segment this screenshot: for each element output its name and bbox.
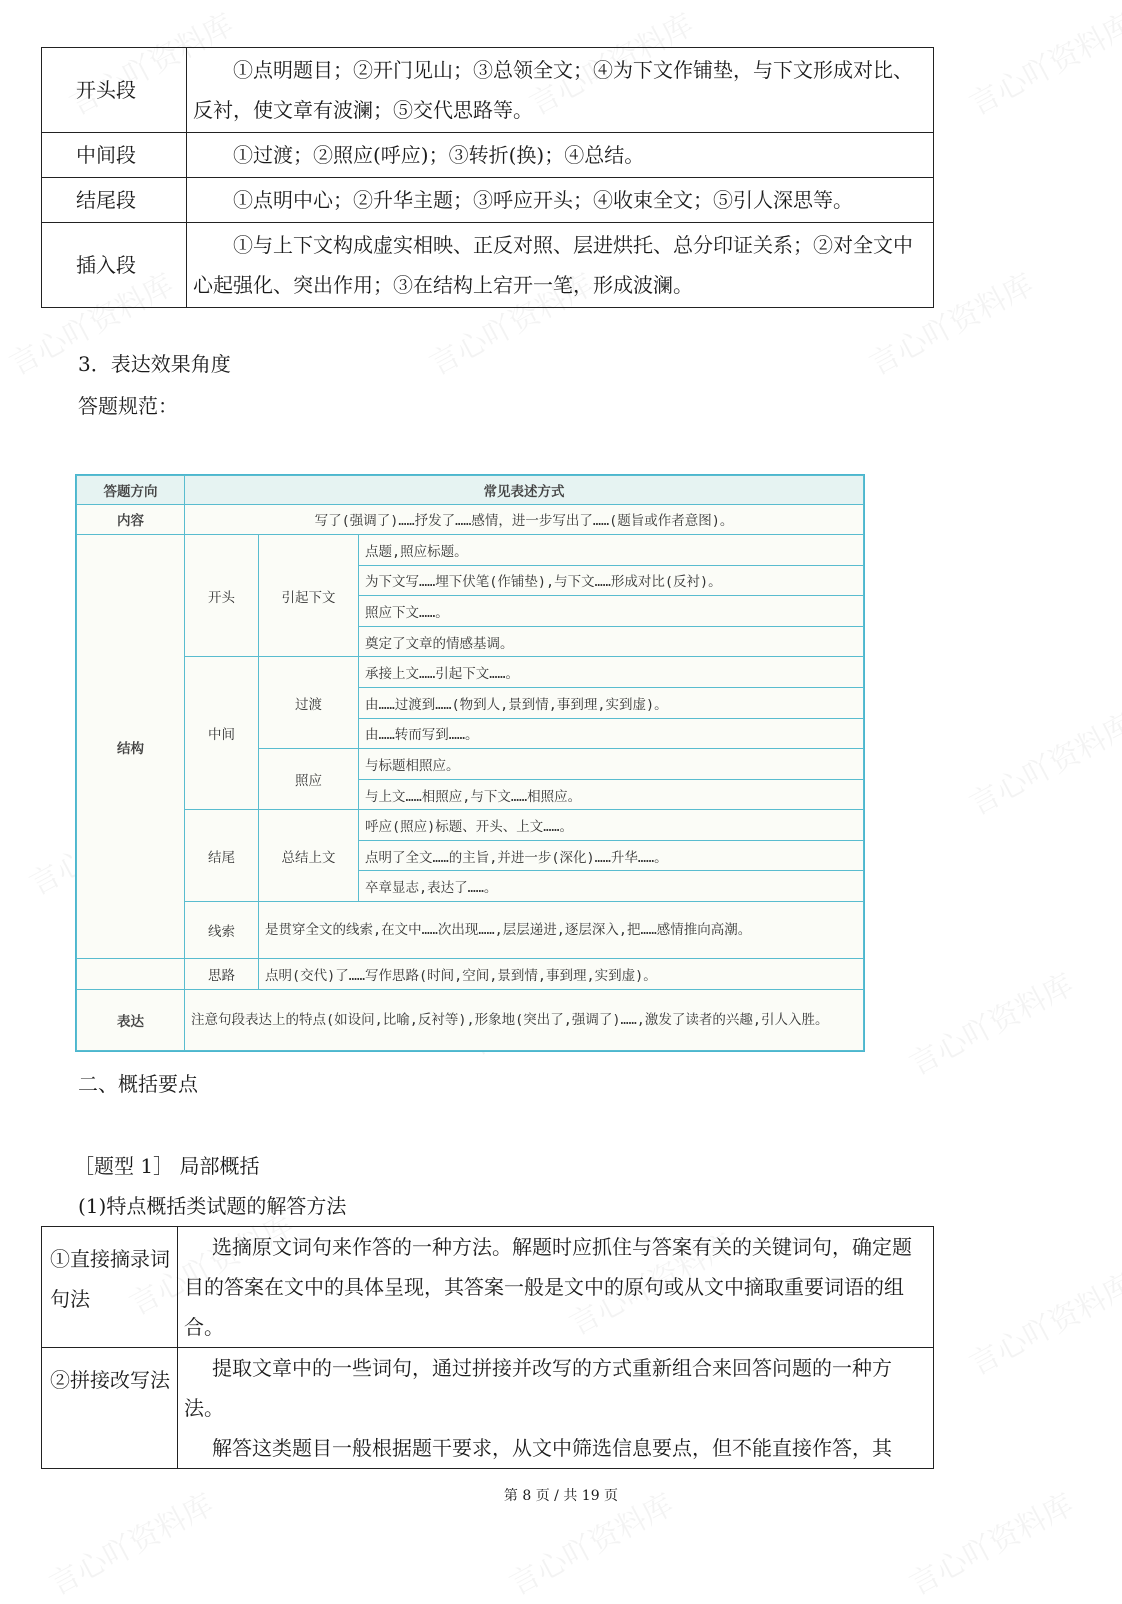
- structure-spacer: [77, 959, 185, 990]
- page-footer: 第 8 页 / 共 19 页: [503, 1488, 619, 1504]
- ending-sub-label: 总结上文: [259, 810, 359, 902]
- table-row: [42, 48, 934, 133]
- table-row: [42, 1227, 934, 1348]
- express-text: 注意句段表达上的特点(如设问,比喻,反衬等),形象地(突出了,强调了)……,激发了读者的兴趣,引人入胜。: [185, 989, 864, 1050]
- table-row: [42, 1348, 934, 1469]
- middle-label: 中间: [185, 657, 259, 810]
- echo-item: 与标题相照应。: [359, 749, 864, 780]
- table-row: [42, 178, 934, 223]
- table-row: [42, 223, 934, 308]
- watermark: [960, 1260, 1122, 1383]
- section-3-title: 3．表达效果角度: [78, 352, 231, 376]
- summary-method-table: [41, 1226, 934, 1469]
- method-paragraph: 提取文章中的一些词句，通过拼接并改写的方式重新组合来回答问题的一种方法。: [184, 1356, 892, 1420]
- method-name: ②拼接改写法: [42, 1348, 178, 1469]
- structure-label: 结构: [77, 535, 185, 959]
- watermark: [900, 960, 1080, 1083]
- opening-sub-label: 引起下文: [259, 535, 359, 657]
- expression-effect-table-image: [75, 474, 865, 1052]
- ending-item: 点明了全文……的主旨,并进一步(深化)……升华……。: [359, 840, 864, 871]
- watermark: [960, 700, 1122, 823]
- transition-item: 承接上文……引起下文……。: [359, 657, 864, 688]
- opening-item: 点题,照应标题。: [359, 535, 864, 566]
- thought-label: 思路: [185, 959, 259, 990]
- table-row: [42, 133, 934, 178]
- ending-item: 呼应(照应)标题、开头、上文……。: [359, 810, 864, 841]
- transition-item: 由……转而写到……。: [359, 718, 864, 749]
- type1-title: ［题型 1］ 局部概括: [74, 1154, 260, 1178]
- row-key: 中间段: [42, 133, 187, 178]
- echo-label: 照应: [259, 749, 359, 810]
- clue-label: 线索: [185, 902, 259, 959]
- method-description: [178, 1227, 934, 1348]
- row-value: ①与上下文构成虚实相映、正反对照、层进烘托、总分印证关系；②对全文中心起强化、突出作用；③在结构上宕开一笔，形成波澜。: [187, 223, 934, 308]
- opening-label: 开头: [185, 535, 259, 657]
- row-key: 开头段: [42, 48, 187, 133]
- answer-norm-label: 答题规范：: [78, 394, 178, 418]
- type1-subtitle: (1)特点概括类试题的解答方法: [78, 1194, 347, 1218]
- watermark: [960, 0, 1122, 123]
- express-label: 表达: [77, 989, 185, 1050]
- ending-label: 结尾: [185, 810, 259, 902]
- transition-label: 过渡: [259, 657, 359, 749]
- transition-item: 由……过渡到……(物到人,景到情,事到理,实到虚)。: [359, 688, 864, 719]
- method-paragraph: 选摘原文词句来作答的一种方法。解题时应抓住与答案有关的关键词句，确定题目的答案在文中的具体呈现，其答案一般是文中的原句或从文中摘取重要词语的组合。: [184, 1235, 912, 1339]
- section-2-title: 二、概括要点: [78, 1072, 198, 1096]
- expression-effect-table: [76, 475, 864, 1051]
- content-label: 内容: [77, 504, 185, 535]
- content-text: 写了(强调了)……抒发了……感情，进一步写出了……(题旨或作者意图)。: [185, 504, 864, 535]
- row-key: 插入段: [42, 223, 187, 308]
- thought-text: 点明(交代)了……写作思路(时间,空间,景到情,事到理,实到虚)。: [259, 959, 864, 990]
- opening-item: 为下文写……埋下伏笔(作铺垫),与下文……形成对比(反衬)。: [359, 565, 864, 596]
- method-paragraph: 解答这类题目一般根据题干要求，从文中筛选信息要点，但不能直接作答，其: [212, 1436, 892, 1460]
- echo-item: 与上文……相照应,与下文……相照应。: [359, 779, 864, 810]
- header-expression: 常见表述方式: [185, 476, 864, 505]
- ending-item: 卒章显志,表达了……。: [359, 871, 864, 902]
- row-value: ①过渡；②照应(呼应)；③转折(换)；④总结。: [187, 133, 934, 178]
- method-name: ①直接摘录词句法: [42, 1227, 178, 1348]
- method-description: [178, 1348, 934, 1469]
- clue-text: 是贯穿全文的线索,在文中……次出现……,层层递进,逐层深入,把……感情推向高潮。: [259, 902, 864, 959]
- row-value: ①点明中心；②升华主题；③呼应开头；④收束全文；⑤引人深思等。: [187, 178, 934, 223]
- row-key: 结尾段: [42, 178, 187, 223]
- paragraph-function-table: [41, 47, 934, 308]
- opening-item: 照应下文……。: [359, 596, 864, 627]
- opening-item: 奠定了文章的情感基调。: [359, 626, 864, 657]
- header-direction: 答题方向: [77, 476, 185, 505]
- row-value: ①点明题目；②开门见山；③总领全文；④为下文作铺垫，与下文形成对比、反衬，使文章有波澜；⑤交代思路等。: [187, 48, 934, 133]
